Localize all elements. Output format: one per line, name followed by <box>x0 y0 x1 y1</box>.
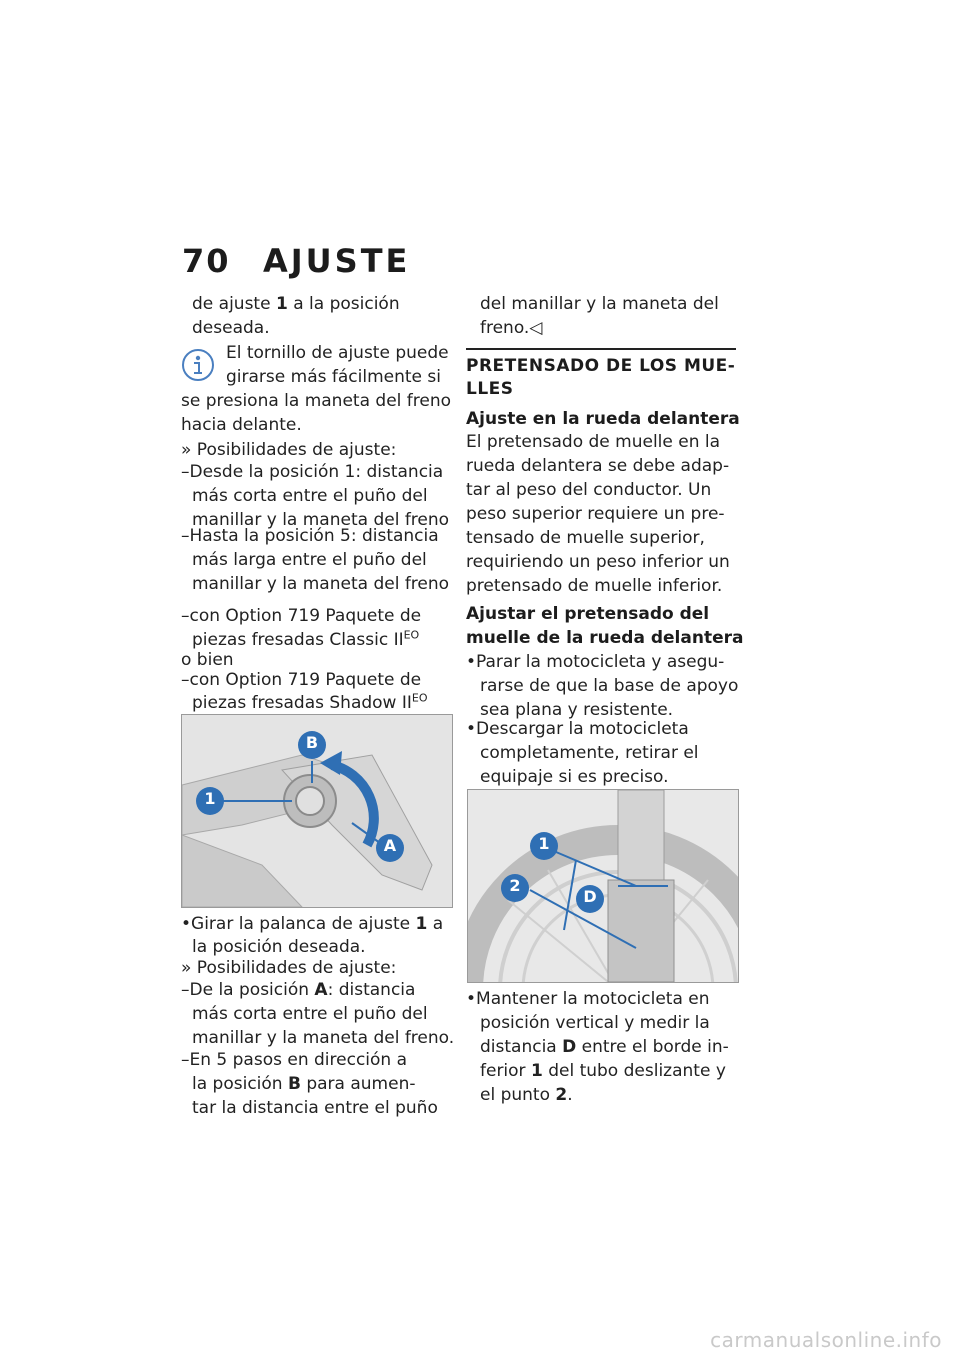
continued-line-2: freno.◁ <box>480 318 543 338</box>
item-1-line-2: más corta entre el puño del <box>192 486 428 506</box>
from-a-line-1: –De la posición A: distancia <box>181 980 416 1000</box>
item-2-line-3: manillar y la maneta del freno <box>192 574 450 594</box>
para-line-2: rueda delantera se debe adap- <box>466 456 730 476</box>
para-line-6: requiriendo un peso inferior un <box>466 552 730 572</box>
para-line-7: pretensado de muelle inferior. <box>466 576 723 596</box>
from-a-line-3: manillar y la maneta del freno. <box>192 1028 455 1048</box>
info-line-4: hacia delante. <box>181 415 302 435</box>
steps-line-3: tar la distancia entre el puño <box>192 1098 438 1118</box>
option-1-line-2: piezas fresadas Classic $II^{EO}$ <box>192 628 420 650</box>
intro-line-2: deseada. <box>192 318 270 338</box>
page-title: AJUSTE <box>263 242 411 280</box>
info-icon <box>181 348 215 382</box>
watermark: carmanualsonline.info <box>710 1328 942 1352</box>
steps-line-1: –En 5 pasos en dirección a <box>181 1050 408 1070</box>
subsection-adjust-line-2: muelle de la rueda delantera <box>466 628 744 648</box>
option-2-line-1: –con Option 719 Paquete de <box>181 670 422 690</box>
measure-line-2: posición vertical y medir la <box>480 1013 710 1033</box>
fig1-label-b: B <box>305 733 319 752</box>
info-line-2: girarse más fácilmente si <box>226 367 441 387</box>
fig1-label-1: 1 <box>204 789 216 808</box>
section-title-line-1: PRETENSADO DE LOS MUE- <box>466 356 736 376</box>
measure-line-3: distancia D entre el borde in- <box>480 1037 729 1057</box>
measure-line-4: ferior 1 del tubo deslizante y <box>480 1061 726 1081</box>
possibilities-2: » Posibilidades de ajuste: <box>181 958 397 978</box>
item-2-line-2: más larga entre el puño del <box>192 550 427 570</box>
subsection-adjust-line-1: Ajustar el pretensado del <box>466 604 710 624</box>
item-2-line-1: –Hasta la posición 5: distancia <box>181 526 439 546</box>
fig1-label-a: A <box>383 836 397 855</box>
fig2-label-d: D <box>583 887 597 906</box>
possibilities-1: » Posibilidades de ajuste: <box>181 440 397 460</box>
fig2-label-1: 1 <box>538 834 550 853</box>
step-1-line-1: • Parar la motocicleta y asegu- <box>466 650 724 674</box>
step-1-line-2: rarse de que la base de apoyo <box>480 676 739 696</box>
rotate-line-2: la posición deseada. <box>192 937 366 957</box>
continued-line-1: del manillar y la maneta del <box>480 294 719 314</box>
option-2-line-2: piezas fresadas Shadow $II^{EO}$ <box>192 691 428 713</box>
page-number: 70 <box>182 242 231 280</box>
measure-line-1: • Mantener la motocicleta en <box>466 987 710 1011</box>
subsection-front-wheel: Ajuste en la rueda delantera <box>466 409 740 429</box>
step-2-line-1: • Descargar la motocicleta <box>466 717 689 741</box>
option-or: o bien <box>181 650 234 670</box>
item-1-line-3: manillar y la maneta del freno <box>192 510 450 530</box>
fig2-label-2: 2 <box>509 876 521 895</box>
para-line-1: El pretensado de muelle en la <box>466 432 721 452</box>
info-line-3: se presiona la maneta del freno <box>181 391 452 411</box>
rotate-line-1: • Girar la palanca de ajuste 1 a <box>181 912 443 936</box>
from-a-line-2: más corta entre el puño del <box>192 1004 428 1024</box>
section-rule <box>466 348 736 350</box>
step-1-line-3: sea plana y resistente. <box>480 700 674 720</box>
steps-line-2: la posición B para aumen- <box>192 1074 416 1094</box>
item-1-line-1: –Desde la posición 1: distancia <box>181 462 444 482</box>
measure-line-5: el punto 2. <box>480 1085 573 1105</box>
option-1-line-1: –con Option 719 Paquete de <box>181 606 422 626</box>
para-line-3: tar al peso del conductor. Un <box>466 480 712 500</box>
step-2-line-3: equipaje si es preciso. <box>480 767 669 787</box>
brake-lever-figure <box>181 714 453 908</box>
para-line-4: peso superior requiere un pre- <box>466 504 725 524</box>
front-wheel-figure <box>467 789 739 983</box>
step-2-line-2: completamente, retirar el <box>480 743 699 763</box>
para-line-5: tensado de muelle superior, <box>466 528 705 548</box>
intro-line-1: de ajuste 1 a la posición <box>192 294 400 314</box>
section-title-line-2: LLES <box>466 379 514 399</box>
info-line-1: El tornillo de ajuste puede <box>226 343 449 363</box>
